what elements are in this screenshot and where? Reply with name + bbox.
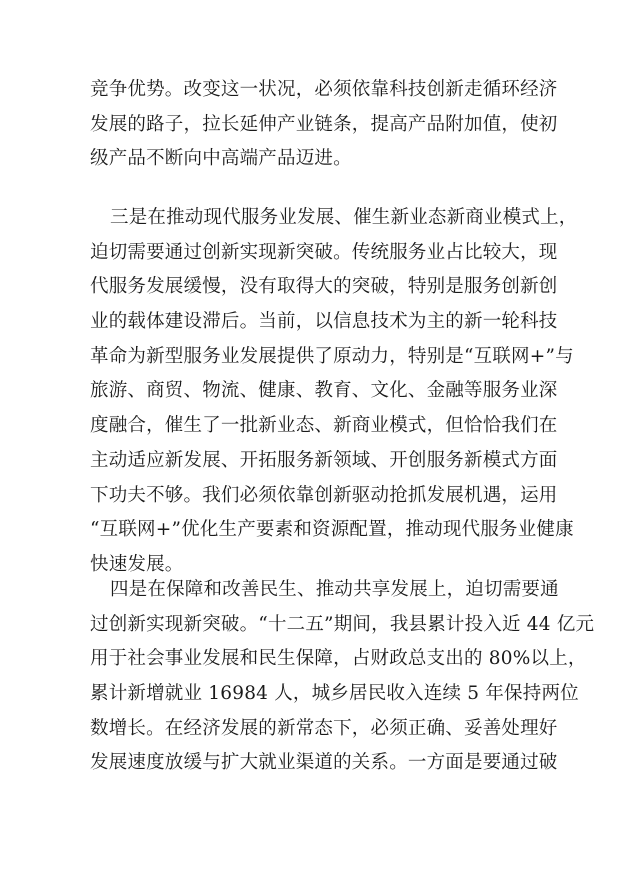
text-line: 业的载体建设滞后。当前，以信息技术为主的新一轮科技 (90, 311, 558, 333)
text-line: 迫切需要通过创新实现新突破。传统服务业占比较大，现 (90, 241, 558, 263)
text-line: 代服务发展缓慢，没有取得大的突破，特别是服务创新创 (90, 276, 558, 298)
paragraph-3 (90, 573, 595, 781)
text-line: 竞争优势。改变这一状况，必须依靠科技创新走循环经济 (90, 79, 558, 100)
text-line: 过创新实现新突破。“十二五”期间，我县累计投入近 44 亿元 (90, 613, 595, 635)
text-line: 旅游、商贸、物流、健康、教育、文化、金融等服务业深 (90, 380, 558, 402)
text-line: 级产品不断向中高端产品迈进。 (90, 148, 352, 170)
paragraph-1 (90, 73, 558, 177)
text-line: 革命为新型服务业发展提供了原动力，特别是“互联网+”与 (90, 345, 574, 367)
text-line: “互联网+”优化生产要素和资源配置，推动现代服务业健康 (90, 519, 574, 541)
paragraph-2 (90, 201, 578, 583)
text-line: 下功夫不够。我们必须依靠创新驱动抢抓发展机遇，运用 (90, 484, 558, 506)
text-line: 三是在推动现代服务业发展、催生新业态新商业模式上， (110, 207, 578, 228)
text-line: 发展的路子，拉长延伸产业链条，提高产品附加值，使初 (90, 113, 558, 135)
text-line: 数增长。在经济发展的新常态下，必须正确、妥善处理好 (90, 717, 558, 739)
text-line: 快速发展。 (90, 553, 184, 575)
text-line: 度融合，催生了一批新业态、新商业模式，但恰恰我们在 (90, 415, 558, 437)
text-line: 发展速度放缓与扩大就业渠道的关系。一方面是要通过破 (90, 752, 558, 774)
text-line: 用于社会事业发展和民生保障，占财政总支出的 80%以上， (90, 648, 587, 670)
text-line: 累计新增就业 16984 人，城乡居民收入连续 5 年保持两位 (90, 683, 579, 705)
text-line: 主动适应新发展、开拓服务新领域、开创服务新模式方面 (90, 449, 558, 471)
text-line: 四是在保障和改善民生、推动共享发展上，迫切需要通 (110, 579, 559, 600)
